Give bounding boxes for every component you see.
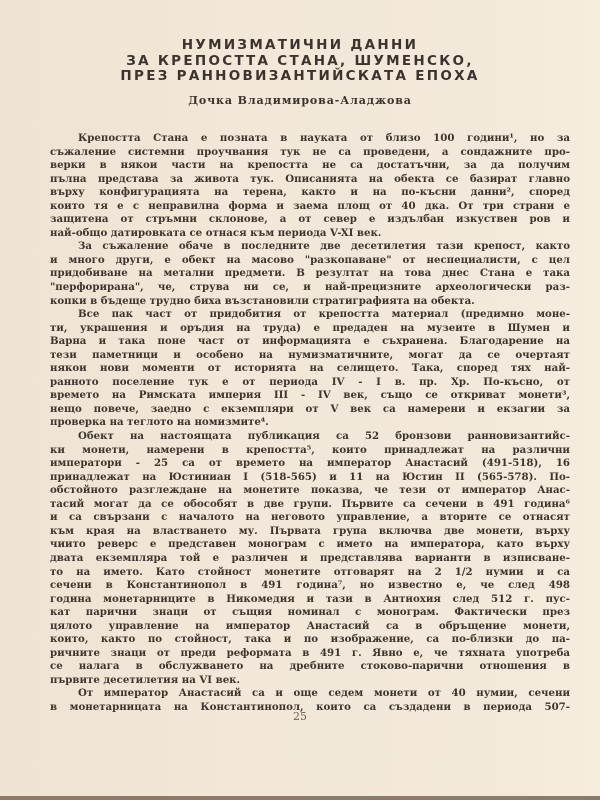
text-line: ки монети, намерени в крепостта⁵, които принадлежат на различни [50, 443, 570, 456]
text-line: и са свързани с началото на неговото управление, а вторите се отнасят [50, 511, 570, 524]
text-line: кат парични знаци от същия номинал с монограм. Фактически през [50, 606, 570, 619]
text-line: Обект на настоящата публикация са 52 бронзови ранновизантийс- [78, 430, 570, 443]
text-line: първите десетилетия на VI век. [50, 673, 241, 686]
paragraph [50, 240, 570, 308]
text-line: които тя е с неправилна форма и заема площ от 40 дка. От три страни е [50, 199, 570, 212]
text-line: защитена от стръмни склонове, а от север е издълбан изкуствен ров и [50, 213, 570, 226]
text-line: За съжаление обаче в последните две десетилетия тази крепост, както [78, 240, 570, 253]
title-line-2: ЗА КРЕПОСТТА СТАНА, ШУМЕНСКО, [126, 52, 474, 69]
text-line: придобиване на метални предмети. В резултат на това днес Стана е така [50, 267, 570, 280]
text-line: в монетарницата на Константинопол, които са създадени в периода 507- [50, 700, 570, 713]
text-line: пълна представа за живота тук. Описанията на обекта се базират главно [50, 172, 570, 185]
text-line: сечени в Константинопол в 491 година⁷, но известно е, че след 498 [50, 579, 570, 592]
text-line: чиито реверс е представен монограм с името на императора, като върху [50, 538, 570, 551]
text-line: принадлежат на Юстиниан I (518-565) и 11 на Юстин II (565-578). По- [50, 470, 570, 483]
text-line: ранното поселение тук е от периода IV - I в. пр. Хр. По-късно, от [50, 375, 570, 388]
text-line: верки в някои части на крепостта не са достатъчни, за да получим [50, 159, 570, 172]
text-line: тасий могат да се обособят в две групи. Първите са сечени в 491 година⁶ [50, 497, 570, 510]
page-number: 25 [293, 710, 307, 723]
article-title [0, 38, 600, 85]
text-line: ричните знаци от преди реформата в 491 г. Явно е, че тяхната употреба [50, 646, 570, 659]
text-line: се налага в обслужването на дребните стоково-парични отношения в [50, 660, 570, 673]
paragraph [50, 430, 570, 687]
text-line: които, както по стойност, така и по изображение, са по-близки до па- [50, 633, 570, 646]
text-line: то на името. Като стойност монетите отговарят на 2 1/2 нумии и са [50, 565, 570, 578]
text-line: съжаление системни проучвания тук не са проведени, а сондажните про- [50, 145, 570, 158]
text-line: От император Анастасий са и още седем монети от 40 нумии, сечени [78, 687, 570, 700]
paragraph [50, 308, 570, 430]
text-line: най-общо датировката се отнася към периода V-XI век. [50, 226, 382, 239]
text-line: проверка на теглото на номизмите⁴. [50, 416, 269, 429]
text-line: Варна и така поне част от информацията е съхранена. Благодарение на [50, 335, 570, 348]
text-line: цялото управление на император Анастасий са в обръщение монети, [50, 619, 570, 632]
title-line-1: НУМИЗМАТИЧНИ ДАННИ [181, 37, 419, 53]
text-line: "перфорирана", че, струва ни се, и най-прецизните археологически раз- [50, 281, 570, 294]
text-line: ти, украшения и оръдия на труда) е предаден на музеите в Шумен и [50, 321, 570, 334]
text-line: двата екземпляра той е различен и представлява варианти в изписване- [50, 551, 570, 564]
text-line: Крепостта Стана е позната в науката от близо 100 години¹, но за [78, 132, 570, 144]
text-line: някои нови моменти от историята на селището. Така, според тях най- [50, 362, 570, 375]
paragraph [50, 132, 570, 240]
text-line: времето на Римската империя III - IV век, също се откриват монети³, [50, 389, 570, 402]
text-line: върху конфигурацията на терена, както и на по-късни данни², според [50, 186, 570, 199]
text-line: и много други, е обект на масово "разкопаване" от неспециалисти, с цел [50, 253, 570, 266]
title-line-3: ПРЕЗ РАННОВИЗАНТИЙСКАТА ЕПОХА [120, 68, 480, 84]
text-line: година монетарниците в Никомедия и тази в Антиохия след 512 г. пус- [50, 592, 570, 605]
text-line: императори - 25 са от времето на император Анастасий (491-518), 16 [50, 457, 570, 470]
text-line: копки в бъдеще трудно биха възстановили стратиграфията на обекта. [50, 294, 475, 307]
text-line: обстойното разглеждане на монетите показва, че тези от император Анас- [50, 484, 570, 497]
text-line: Все пак част от придобития от крепостта материал (предимно моне- [78, 308, 570, 321]
text-line: към края на властването му. Първата група включва две монети, върху [50, 524, 570, 537]
text-line: нещо повече, заедно с екземпляри от V век са намерени и екзагии за [50, 402, 570, 415]
author-name: Дочка Владимирова-Аладжова [188, 94, 412, 107]
article-body [50, 132, 570, 715]
text-line: тези паметници и особено на нумизматичните, могат да се очертаят [50, 348, 570, 361]
